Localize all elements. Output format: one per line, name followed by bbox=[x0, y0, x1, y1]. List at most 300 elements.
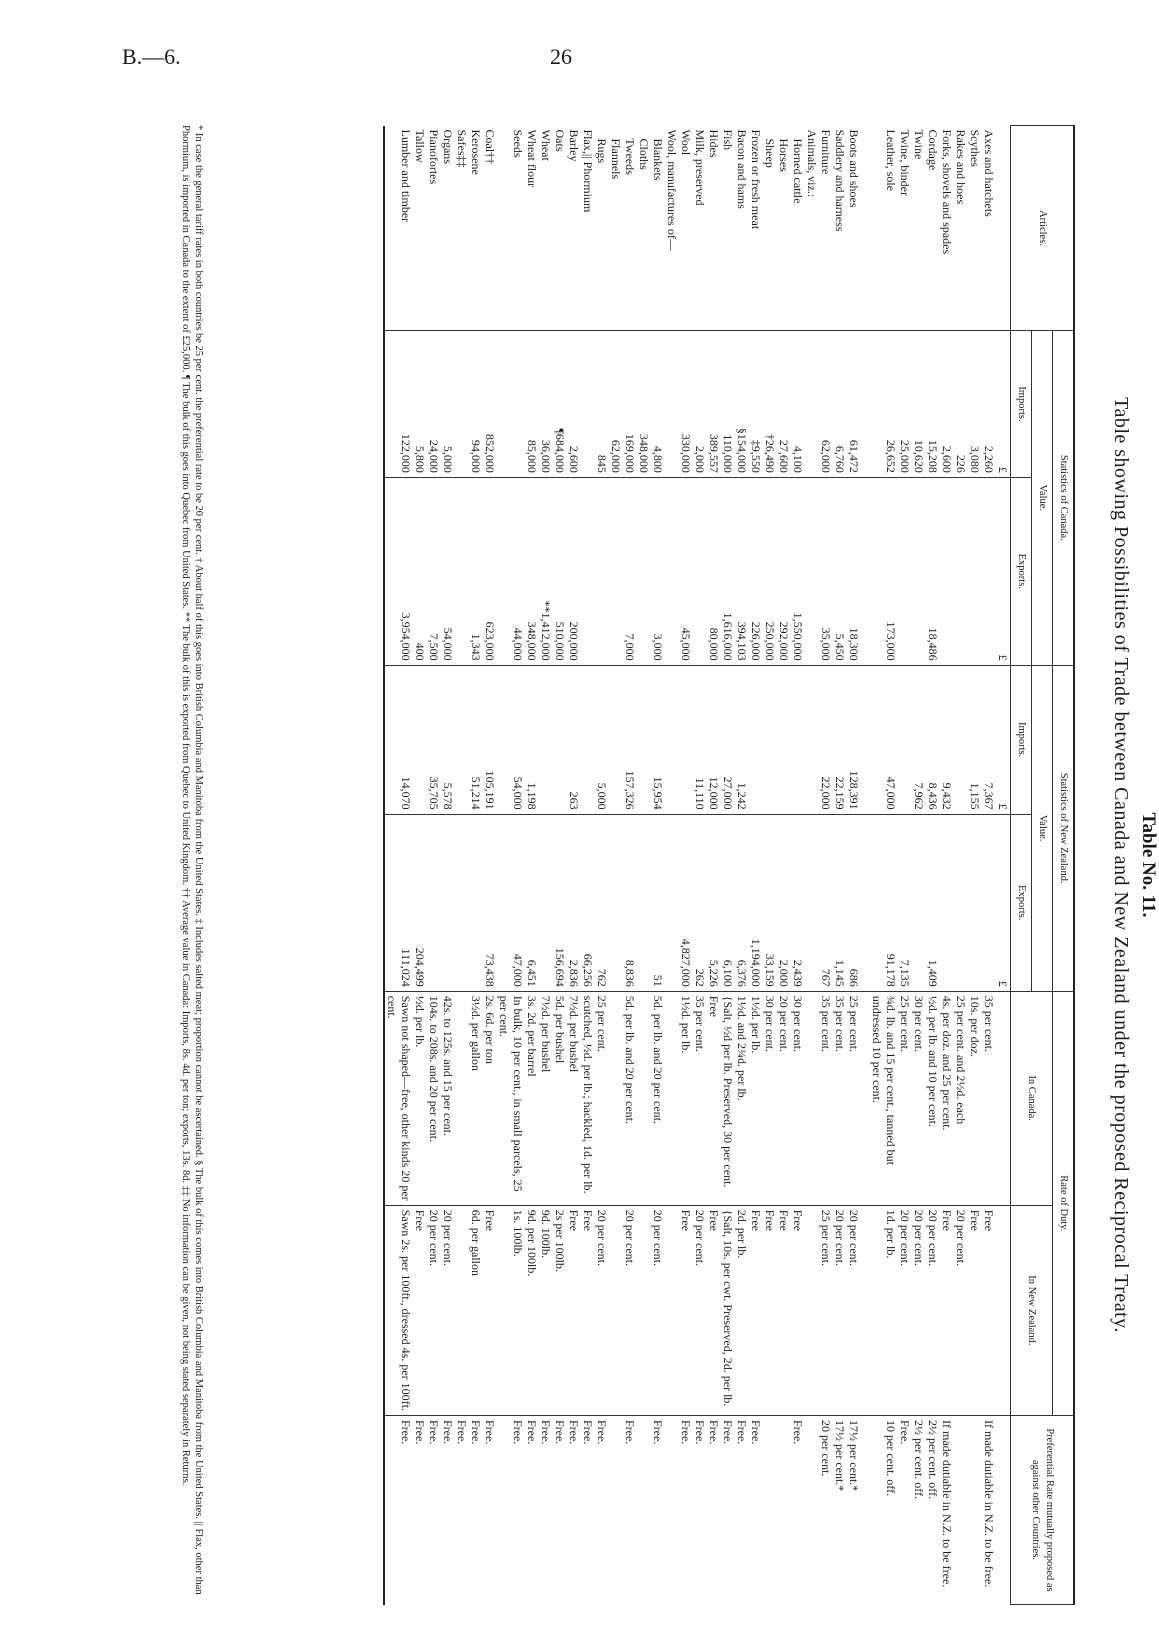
duty-canada-cell: 7½d. per bushel bbox=[539, 991, 553, 1205]
article-cell: Horses bbox=[777, 129, 791, 172]
nz-imports-cell: 5,000 bbox=[595, 665, 609, 814]
ca-imports-cell: 94,000 bbox=[469, 331, 483, 478]
preferential-cell: Free. bbox=[497, 1416, 525, 1605]
table-row bbox=[735, 126, 749, 1605]
nz-imports-cell: 54,000 bbox=[497, 665, 525, 814]
duty-nz-cell: 20 per cent. bbox=[912, 1205, 926, 1415]
duty-canada-cell: scutched, ½d. per lb.; hackled, 1d. per lb. bbox=[581, 991, 595, 1205]
nz-imports-cell: 12,000 bbox=[707, 665, 721, 814]
preferential-cell: If made dutiable in N.Z. to be free. bbox=[940, 1416, 954, 1605]
table-row bbox=[870, 126, 898, 1605]
duty-nz-cell: Free bbox=[982, 1205, 996, 1415]
ca-exports-cell bbox=[805, 477, 819, 665]
nz-exports-cell: 762 bbox=[595, 814, 609, 991]
ca-imports-cell: 26,652 bbox=[870, 331, 898, 478]
nz-exports-cell: 8,836 bbox=[623, 814, 637, 991]
col-nz-value: Value. bbox=[1032, 665, 1053, 991]
table-row bbox=[679, 126, 693, 1605]
nz-imports-cell bbox=[581, 665, 595, 814]
duty-nz-cell bbox=[455, 1205, 469, 1415]
nz-imports-cell: 263 bbox=[567, 665, 581, 814]
preferential-cell: Free. bbox=[441, 1416, 455, 1605]
duty-canada-cell: 1½d. per lb. bbox=[679, 991, 693, 1205]
col-ca-imports: Imports. bbox=[1011, 331, 1032, 478]
trade-table bbox=[383, 125, 1075, 1605]
duty-nz-cell: Free bbox=[707, 1205, 721, 1415]
duty-nz-cell: Free bbox=[777, 1205, 791, 1415]
currency-symbol: £ bbox=[996, 331, 1011, 478]
ca-imports-cell: †26,490 bbox=[763, 331, 777, 478]
ca-exports-cell: 400 bbox=[413, 477, 427, 665]
ca-exports-cell: 18,486 bbox=[926, 477, 940, 665]
ca-imports-cell: 4,800 bbox=[651, 331, 665, 478]
duty-canada-cell bbox=[805, 991, 819, 1205]
ca-imports-cell: 4,100 bbox=[791, 331, 805, 478]
nz-exports-cell bbox=[982, 814, 996, 991]
nz-exports-cell: 2,439 bbox=[791, 814, 805, 991]
col-in-nz: In New Zealand. bbox=[1011, 1205, 1053, 1415]
article-cell: Wheat flour bbox=[525, 129, 539, 188]
duty-canada-cell: 1½d. and 2¾d. per lb. bbox=[735, 991, 749, 1205]
table-row bbox=[707, 126, 721, 1605]
duty-nz-cell: Free bbox=[567, 1205, 581, 1415]
ca-exports-cell bbox=[693, 477, 707, 665]
preferential-cell: 17½ per cent.* bbox=[847, 1416, 861, 1605]
ca-imports-cell: 852,000 bbox=[483, 331, 497, 478]
currency-symbol: £ bbox=[996, 477, 1011, 665]
ca-exports-cell: 80,000 bbox=[707, 477, 721, 665]
ca-imports-cell: 5,000 bbox=[441, 331, 455, 478]
preferential-cell: Free. bbox=[693, 1416, 707, 1605]
duty-nz-cell: 9d. per 100lb. bbox=[525, 1205, 539, 1415]
ca-imports-cell: 61,472 bbox=[847, 331, 861, 478]
preferential-cell: Free. bbox=[595, 1416, 609, 1605]
duty-canada-cell: 5d. per bushel bbox=[553, 991, 567, 1205]
row-spacer bbox=[861, 126, 870, 1605]
nz-exports-cell bbox=[637, 814, 651, 991]
table-row bbox=[898, 126, 912, 1605]
preferential-cell: Free. bbox=[539, 1416, 553, 1605]
preferential-cell: Free. bbox=[898, 1416, 912, 1605]
ca-imports-cell: 6,760 bbox=[833, 331, 847, 478]
article-cell: Seeds bbox=[511, 129, 525, 158]
preferential-cell: Free. bbox=[791, 1416, 805, 1605]
duty-canada-cell: 104s. to 208s. and 20 per cent. bbox=[427, 991, 441, 1205]
preferential-cell: Free. bbox=[735, 1416, 749, 1605]
table-row bbox=[469, 126, 483, 1605]
article-cell: Blankets bbox=[651, 129, 665, 181]
duty-canada-cell: In bulk, 10 per cent., in small parcels, 25 per cent. bbox=[497, 991, 525, 1205]
nz-exports-cell bbox=[539, 814, 553, 991]
nz-exports-cell: 767 bbox=[819, 814, 833, 991]
table-row bbox=[525, 126, 539, 1605]
nz-imports-cell: 9,432 bbox=[940, 665, 954, 814]
duty-nz-cell: 20 per cent. bbox=[833, 1205, 847, 1415]
ca-exports-cell: 5,450 bbox=[833, 477, 847, 665]
duty-nz-cell: Free bbox=[581, 1205, 595, 1415]
ca-imports-cell: 226 bbox=[954, 331, 968, 478]
nz-exports-cell: 33,159 bbox=[763, 814, 777, 991]
duty-canada-cell: 25 per cent. bbox=[898, 991, 912, 1205]
table-row bbox=[595, 126, 609, 1605]
footnotes: * In case the general tariff rates in both countries be 25 per cent. the preferential rate to be 20 per cent. † About half of this goes into British Columbia and Manitoba from the United States. ‡ Includes salted meat; proportion cannot be ascertained. § The bulk of this comes into British Columbia and Manitoba from the United States. || Flax, other than Phormium, is imported in Canada to the extent of £25,000. ¶ The bulk of this goes into Quebec from United States. ** The bulk of this is exported from Quebec to United Kingdom. †† Average value in Canada: Imports, 8s. 4d. per ton; exports, 13s. 8d. ‡‡ No information can be given, not being stated separately in Returns. bbox=[180, 125, 204, 1595]
duty-nz-cell: 20 per cent. bbox=[651, 1205, 665, 1415]
duty-nz-cell: 2d. per lb. bbox=[735, 1205, 749, 1415]
table-row bbox=[637, 126, 651, 1605]
preferential-cell: Free. bbox=[679, 1416, 693, 1605]
duty-canada-cell: 42s. to 125s. and 15 per cent. bbox=[441, 991, 455, 1205]
preferential-cell bbox=[609, 1416, 623, 1605]
ca-exports-cell: 200,000 bbox=[567, 477, 581, 665]
currency-row bbox=[996, 126, 1011, 1605]
ca-exports-cell bbox=[968, 477, 982, 665]
duty-canada-cell: 3½d. per gallon bbox=[469, 991, 483, 1205]
table-row bbox=[968, 126, 982, 1605]
nz-imports-cell bbox=[898, 665, 912, 814]
article-cell: Milk, preserved bbox=[693, 129, 707, 206]
duty-nz-cell: 20 per cent. bbox=[693, 1205, 707, 1415]
ca-exports-cell: 1,550,000 bbox=[791, 477, 805, 665]
nz-exports-cell: 5,226 bbox=[707, 814, 721, 991]
table-title: Table No. 11. bbox=[1138, 812, 1159, 918]
duty-nz-cell: 20 per cent. bbox=[427, 1205, 441, 1415]
ca-exports-cell: **1,412,000 bbox=[539, 477, 553, 665]
ca-exports-cell bbox=[954, 477, 968, 665]
ca-imports-cell: 845 bbox=[595, 331, 609, 478]
nz-imports-cell bbox=[777, 665, 791, 814]
ca-imports-cell: 25,000 bbox=[898, 331, 912, 478]
ca-imports-cell bbox=[665, 331, 679, 478]
nz-exports-cell bbox=[954, 814, 968, 991]
ca-imports-cell: 36,000 bbox=[539, 331, 553, 478]
article-cell: Coal†† bbox=[483, 129, 497, 165]
ca-imports-cell: 62,000 bbox=[819, 331, 833, 478]
ca-imports-cell: 5,800 bbox=[413, 331, 427, 478]
ca-exports-cell: 7,500 bbox=[427, 477, 441, 665]
nz-imports-cell bbox=[609, 665, 623, 814]
ca-exports-cell bbox=[898, 477, 912, 665]
article-cell: Hides bbox=[707, 129, 721, 158]
table-row bbox=[455, 126, 469, 1605]
ca-exports-cell bbox=[595, 477, 609, 665]
article-cell: Wool, manufactures of— bbox=[665, 129, 679, 251]
nz-exports-cell: 1,145 bbox=[833, 814, 847, 991]
preferential-cell: Free. bbox=[525, 1416, 539, 1605]
duty-canada-cell: 30 per cent. bbox=[912, 991, 926, 1205]
duty-canada-cell: 35 per cent. bbox=[833, 991, 847, 1205]
ca-exports-cell bbox=[581, 477, 595, 665]
nz-imports-cell bbox=[679, 665, 693, 814]
nz-imports-cell bbox=[637, 665, 651, 814]
table-row bbox=[791, 126, 805, 1605]
ca-imports-cell: 3,080 bbox=[968, 331, 982, 478]
table-row bbox=[413, 126, 427, 1605]
duty-nz-cell: 20 per cent. bbox=[898, 1205, 912, 1415]
article-cell: Forks, shovels and spades bbox=[940, 129, 954, 255]
ca-exports-cell: 173,000 bbox=[870, 477, 898, 665]
duty-canada-cell: 5d. per lb. and 20 per cent. bbox=[651, 991, 665, 1205]
duty-canada-cell: 30 per cent. bbox=[791, 991, 805, 1205]
ca-exports-cell bbox=[665, 477, 679, 665]
ca-exports-cell: 292,000 bbox=[777, 477, 791, 665]
ca-exports-cell: 7,000 bbox=[623, 477, 637, 665]
nz-exports-cell bbox=[940, 814, 954, 991]
ca-imports-cell: 110,000 bbox=[721, 331, 735, 478]
ca-exports-cell: 250,000 bbox=[763, 477, 777, 665]
preferential-cell: Free. bbox=[707, 1416, 721, 1605]
table-subtitle: Table showing Possibilities of Trade between Canada and New Zealand under the proposed Reciprocal Treaty. bbox=[1110, 397, 1132, 1333]
article-cell: Axes and hatchets bbox=[982, 129, 996, 217]
ca-imports-cell: ¶684,000 bbox=[553, 331, 567, 478]
preferential-cell: 2½ per cent. off. bbox=[912, 1416, 926, 1605]
article-cell: Wool bbox=[679, 129, 693, 156]
article-cell: Animals, viz.: bbox=[805, 129, 819, 198]
nz-exports-cell bbox=[912, 814, 926, 991]
preferential-cell: Free. bbox=[623, 1416, 637, 1605]
duty-nz-cell: 1d. per lb. bbox=[870, 1205, 898, 1415]
nz-imports-cell bbox=[553, 665, 567, 814]
preferential-cell: Free. bbox=[721, 1416, 735, 1605]
article-cell: Twine, binder bbox=[898, 129, 912, 196]
table-row bbox=[553, 126, 567, 1605]
article-cell: Frozen or fresh meat bbox=[749, 129, 763, 230]
nz-imports-cell: 7,962 bbox=[912, 665, 926, 814]
table-row bbox=[749, 126, 763, 1605]
ca-exports-cell: 18,300 bbox=[847, 477, 861, 665]
duty-nz-cell: 20 per cent. bbox=[623, 1205, 637, 1415]
article-cell: Furniture bbox=[819, 129, 833, 175]
duty-nz-cell: 20 per cent. bbox=[441, 1205, 455, 1415]
duty-canada-cell: ½d. per lb. bbox=[413, 991, 427, 1205]
table-row bbox=[665, 126, 679, 1605]
table-row bbox=[567, 126, 581, 1605]
duty-canada-cell: ½d. per lb. and 10 per cent. bbox=[926, 991, 940, 1205]
ca-exports-cell: 35,000 bbox=[819, 477, 833, 665]
nz-imports-cell: 22,000 bbox=[819, 665, 833, 814]
preferential-cell: Free. bbox=[413, 1416, 427, 1605]
ca-imports-cell bbox=[455, 331, 469, 478]
ca-exports-cell: 226,000 bbox=[749, 477, 763, 665]
table-row bbox=[483, 126, 497, 1605]
nz-exports-cell: 66,256 bbox=[581, 814, 595, 991]
table-row bbox=[721, 126, 735, 1605]
duty-canada-cell: 35 per cent. bbox=[819, 991, 833, 1205]
ca-exports-cell: 348,000 bbox=[525, 477, 539, 665]
table-row bbox=[539, 126, 553, 1605]
nz-exports-cell: 686 bbox=[847, 814, 861, 991]
ca-imports-cell bbox=[805, 331, 819, 478]
duty-canada-cell bbox=[455, 991, 469, 1205]
ca-exports-cell: 45,000 bbox=[679, 477, 693, 665]
table-row bbox=[805, 126, 819, 1605]
duty-canada-cell: 35 per cent. bbox=[982, 991, 996, 1205]
duty-nz-cell: Free bbox=[483, 1205, 497, 1415]
ca-imports-cell: 62,000 bbox=[609, 331, 623, 478]
nz-imports-cell: 105,191 bbox=[483, 665, 497, 814]
article-cell: Rugs bbox=[595, 129, 609, 164]
nz-exports-cell bbox=[665, 814, 679, 991]
nz-imports-cell bbox=[791, 665, 805, 814]
duty-nz-cell: Free bbox=[791, 1205, 805, 1415]
duty-nz-cell bbox=[805, 1205, 819, 1415]
nz-exports-cell bbox=[427, 814, 441, 991]
preferential-cell bbox=[777, 1416, 791, 1605]
nz-exports-cell: 91,178 bbox=[870, 814, 898, 991]
nz-imports-cell bbox=[665, 665, 679, 814]
table-row bbox=[819, 126, 833, 1605]
table-row bbox=[384, 126, 413, 1605]
table-row bbox=[581, 126, 595, 1605]
ca-exports-cell bbox=[982, 477, 996, 665]
preferential-cell bbox=[763, 1416, 777, 1605]
preferential-cell bbox=[637, 1416, 651, 1605]
duty-nz-cell: 20 per cent. bbox=[954, 1205, 968, 1415]
ca-exports-cell: 3,954,000 bbox=[384, 477, 413, 665]
nz-imports-cell bbox=[413, 665, 427, 814]
article-cell: Lumber and timber bbox=[384, 126, 413, 331]
nz-exports-cell: 2,836 bbox=[567, 814, 581, 991]
preferential-cell: Free. bbox=[427, 1416, 441, 1605]
preferential-cell: Free. bbox=[581, 1416, 595, 1605]
currency-symbol: £ bbox=[996, 814, 1011, 991]
article-cell: Organs bbox=[441, 129, 455, 164]
duty-nz-cell: 20 per cent. bbox=[595, 1205, 609, 1415]
ca-imports-cell: §154,000 bbox=[735, 331, 749, 478]
ca-exports-cell bbox=[609, 477, 623, 665]
ca-exports-cell: 3,000 bbox=[651, 477, 665, 665]
nz-exports-cell bbox=[441, 814, 455, 991]
nz-imports-cell: 1,242 bbox=[735, 665, 749, 814]
table-row bbox=[609, 126, 623, 1605]
ca-imports-cell bbox=[581, 331, 595, 478]
duty-canada-cell: Sawn not shaped—free, other kinds 20 per cent. bbox=[384, 991, 413, 1205]
nz-imports-cell: 47,000 bbox=[870, 665, 898, 814]
nz-imports-cell: 1,155 bbox=[968, 665, 982, 814]
article-cell: Saddlery and harness bbox=[833, 129, 847, 232]
article-cell: Wheat bbox=[539, 129, 553, 161]
ca-exports-cell: 54,000 bbox=[441, 477, 455, 665]
nz-exports-cell bbox=[455, 814, 469, 991]
table-row bbox=[982, 126, 996, 1605]
nz-imports-cell: 11,110 bbox=[693, 665, 707, 814]
duty-canada-cell bbox=[637, 991, 651, 1205]
nz-exports-cell: 2,000 bbox=[777, 814, 791, 991]
table-row bbox=[693, 126, 707, 1605]
nz-exports-cell: 73,438 bbox=[483, 814, 497, 991]
duty-canada-cell: 30 per cent. bbox=[763, 991, 777, 1205]
article-cell: Bacon and hams bbox=[735, 129, 749, 209]
duty-canada-cell: 7½d. per bushel bbox=[567, 991, 581, 1205]
duty-canada-cell: 4s. per doz. and 25 per cent. bbox=[940, 991, 954, 1205]
ca-imports-cell: 85,000 bbox=[525, 331, 539, 478]
ca-imports-cell bbox=[497, 331, 525, 478]
duty-canada-cell: Free bbox=[707, 991, 721, 1205]
nz-imports-cell: 8,436 bbox=[926, 665, 940, 814]
duty-nz-cell: Sawn 2s. per 100ft., dressed 4s. per 100ft. bbox=[384, 1205, 413, 1415]
duty-nz-cell: {Salt, 10s. per cwt. Preserved, 2d. per lb. bbox=[721, 1205, 735, 1415]
preferential-cell: Free. bbox=[749, 1416, 763, 1605]
duty-nz-cell: 20 per cent. bbox=[926, 1205, 940, 1415]
nz-imports-cell: 14,070 bbox=[384, 665, 413, 814]
preferential-cell bbox=[805, 1416, 819, 1605]
ca-exports-cell bbox=[455, 477, 469, 665]
duty-nz-cell: 25 per cent. bbox=[819, 1205, 833, 1415]
article-cell: Cordage bbox=[926, 129, 940, 171]
nz-exports-cell bbox=[609, 814, 623, 991]
duty-nz-cell: Free bbox=[749, 1205, 763, 1415]
duty-canada-cell: ¾d. lb. and 15 per cent., tanned but undressed 10 per cent. bbox=[870, 991, 898, 1205]
article-cell: Leather, sole bbox=[884, 129, 898, 191]
nz-exports-cell: 1,409 bbox=[926, 814, 940, 991]
ca-exports-cell: 1,616,000 bbox=[721, 477, 735, 665]
table-row bbox=[623, 126, 637, 1605]
nz-imports-cell: 35,705 bbox=[427, 665, 441, 814]
col-stats-canada: Statistics of Canada. bbox=[1053, 331, 1075, 666]
nz-imports-cell: 22,159 bbox=[833, 665, 847, 814]
preferential-cell bbox=[954, 1416, 968, 1605]
table-row bbox=[912, 126, 926, 1605]
nz-exports-cell: 204,499 bbox=[413, 814, 427, 991]
preferential-cell: Free. bbox=[483, 1416, 497, 1605]
preferential-cell bbox=[968, 1416, 982, 1605]
ca-exports-cell: 1,343 bbox=[469, 477, 483, 665]
ca-imports-cell: 27,600 bbox=[777, 331, 791, 478]
article-cell: Twine bbox=[912, 129, 926, 160]
nz-exports-cell: 156,694 bbox=[553, 814, 567, 991]
ca-exports-cell: 623,000 bbox=[483, 477, 497, 665]
page-number: 26 bbox=[550, 44, 572, 69]
nz-exports-cell: 262 bbox=[693, 814, 707, 991]
duty-canada-cell: 25 per cent. bbox=[595, 991, 609, 1205]
duty-canada-cell: 20 per cent. bbox=[777, 991, 791, 1205]
nz-exports-cell: 6,100 bbox=[721, 814, 735, 991]
preferential-cell: Free. bbox=[469, 1416, 483, 1605]
article-cell: Barley bbox=[567, 129, 581, 162]
article-cell: Rakes and hoes bbox=[954, 129, 968, 205]
table-row bbox=[954, 126, 968, 1605]
currency-symbol: £ bbox=[996, 665, 1011, 814]
col-ca-exports: Exports. bbox=[1011, 477, 1032, 665]
article-cell: Oats bbox=[553, 129, 567, 152]
col-stats-nz: Statistics of New Zealand. bbox=[1053, 665, 1075, 991]
article-cell: Scythes bbox=[968, 129, 982, 167]
ca-exports-cell: 44,000 bbox=[497, 477, 525, 665]
article-cell: Sheep bbox=[763, 129, 777, 168]
duty-nz-cell: 6d. per gallon bbox=[469, 1205, 483, 1415]
nz-imports-cell bbox=[539, 665, 553, 814]
article-cell: Cloths bbox=[637, 129, 651, 170]
ca-exports-cell bbox=[912, 477, 926, 665]
ca-imports-cell: 10,620 bbox=[912, 331, 926, 478]
article-cell: Flax,|| Phormium bbox=[581, 129, 595, 213]
article-cell: Flannels bbox=[609, 129, 623, 180]
table-row bbox=[651, 126, 665, 1605]
nz-exports-cell: 7,135 bbox=[898, 814, 912, 991]
ca-imports-cell: 348,000 bbox=[637, 331, 651, 478]
nz-imports-cell: 51,214 bbox=[469, 665, 483, 814]
col-ca-value: Value. bbox=[1032, 331, 1053, 666]
ca-imports-cell: 2,260 bbox=[982, 331, 996, 478]
preferential-cell: Free. bbox=[651, 1416, 665, 1605]
ca-imports-cell: 2,000 bbox=[693, 331, 707, 478]
preferential-cell: If made dutiable in N.Z. to be free. bbox=[982, 1416, 996, 1605]
ca-imports-cell: 122,000 bbox=[384, 331, 413, 478]
ca-imports-cell: 2,600 bbox=[940, 331, 954, 478]
article-cell: Safes‡‡ bbox=[455, 129, 469, 168]
duty-canada-cell: 35 per cent. bbox=[693, 991, 707, 1205]
duty-canada-cell: 10s. per doz. bbox=[968, 991, 982, 1205]
nz-exports-cell: 6,376 bbox=[735, 814, 749, 991]
